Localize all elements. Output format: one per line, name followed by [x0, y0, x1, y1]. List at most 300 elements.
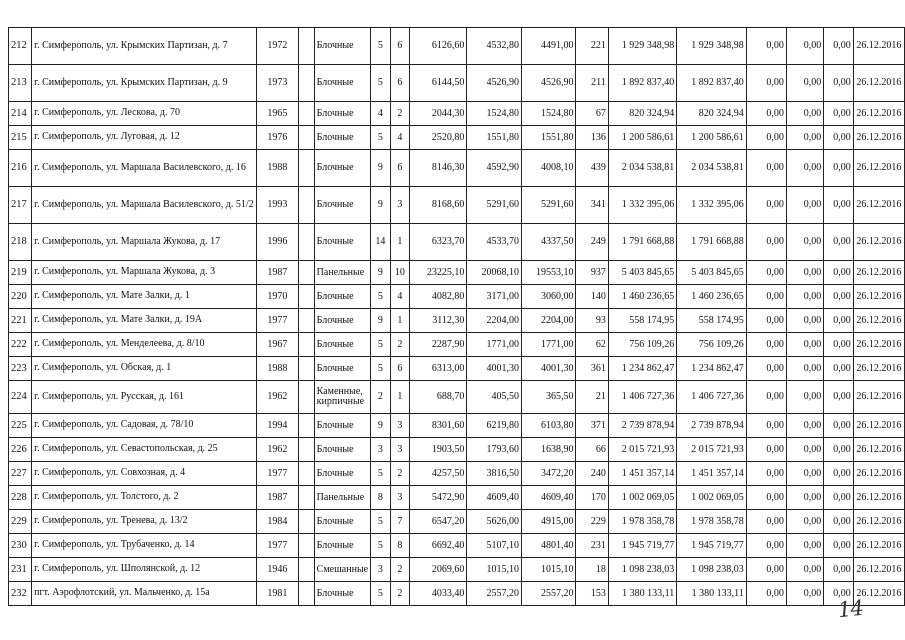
floors-cell: 14	[371, 224, 390, 261]
residents-cell: 211	[576, 65, 608, 102]
total-area-cell: 2287,90	[410, 333, 467, 357]
residents-cell: 341	[576, 187, 608, 224]
table-row	[9, 126, 905, 150]
year-cell: 1970	[256, 285, 298, 309]
total-area-cell: 6323,70	[410, 224, 467, 261]
cost-cell: 2 015 721,93	[677, 438, 747, 462]
date-cell: 26.12.2016	[853, 150, 904, 187]
wall-material-cell: Блочные	[314, 438, 370, 462]
row-number-cell: 229	[9, 510, 32, 534]
floors-cell: 2	[371, 381, 390, 414]
value-cell: 0,00	[824, 558, 854, 582]
floors-cell: 5	[371, 462, 390, 486]
area-cell: 1015,10	[521, 558, 576, 582]
wall-material-cell: Каменные, кирпичные	[314, 381, 370, 414]
cost-cell: 1 234 862,47	[608, 357, 676, 381]
year-cell: 1988	[256, 357, 298, 381]
cost-cell: 1 380 133,11	[608, 582, 676, 606]
cost-cell: 2 739 878,94	[677, 414, 747, 438]
year-cell: 1965	[256, 102, 298, 126]
row-number-cell: 213	[9, 65, 32, 102]
total-area-cell: 6126,60	[410, 28, 467, 65]
entrances-cell: 2	[390, 582, 409, 606]
address-cell: г. Симферополь, ул. Менделеева, д. 8/10	[32, 333, 257, 357]
area-cell: 6103,80	[521, 414, 576, 438]
value-cell: 0,00	[786, 414, 823, 438]
floors-cell: 5	[371, 582, 390, 606]
residents-cell: 67	[576, 102, 608, 126]
year-cell: 1984	[256, 510, 298, 534]
total-area-cell: 6144,50	[410, 65, 467, 102]
address-cell: г. Симферополь, ул. Садовая, д. 78/10	[32, 414, 257, 438]
area-cell: 1524,80	[467, 102, 522, 126]
area-cell: 1551,80	[467, 126, 522, 150]
wall-material-cell: Панельные	[314, 486, 370, 510]
empty-cell	[299, 150, 315, 187]
cost-cell: 558 174,95	[608, 309, 676, 333]
wall-material-cell: Блочные	[314, 285, 370, 309]
value-cell: 0,00	[824, 285, 854, 309]
floors-cell: 4	[371, 102, 390, 126]
residents-cell: 136	[576, 126, 608, 150]
total-area-cell: 8168,60	[410, 187, 467, 224]
date-cell: 26.12.2016	[853, 261, 904, 285]
value-cell: 0,00	[824, 534, 854, 558]
cost-cell: 1 002 069,05	[608, 486, 676, 510]
row-number-cell: 223	[9, 357, 32, 381]
date-cell: 26.12.2016	[853, 224, 904, 261]
area-cell: 4491,00	[521, 28, 576, 65]
value-cell: 0,00	[824, 187, 854, 224]
table-row	[9, 224, 905, 261]
value-cell: 0,00	[786, 102, 823, 126]
residents-cell: 62	[576, 333, 608, 357]
value-cell: 0,00	[786, 558, 823, 582]
empty-cell	[299, 462, 315, 486]
residents-cell: 153	[576, 582, 608, 606]
area-cell: 365,50	[521, 381, 576, 414]
area-cell: 6219,80	[467, 414, 522, 438]
wall-material-cell: Блочные	[314, 224, 370, 261]
value-cell: 0,00	[746, 558, 786, 582]
wall-material-cell: Блочные	[314, 462, 370, 486]
residents-cell: 66	[576, 438, 608, 462]
area-cell: 19553,10	[521, 261, 576, 285]
value-cell: 0,00	[824, 381, 854, 414]
empty-cell	[299, 510, 315, 534]
entrances-cell: 2	[390, 102, 409, 126]
table-row	[9, 486, 905, 510]
year-cell: 1962	[256, 381, 298, 414]
cost-cell: 1 451 357,14	[677, 462, 747, 486]
total-area-cell: 23225,10	[410, 261, 467, 285]
residents-cell: 439	[576, 150, 608, 187]
address-cell: г. Симферополь, ул. Мате Залки, д. 1	[32, 285, 257, 309]
wall-material-cell: Блочные	[314, 65, 370, 102]
table-body	[9, 28, 905, 606]
cost-cell: 1 406 727,36	[677, 381, 747, 414]
year-cell: 1981	[256, 582, 298, 606]
cost-cell: 1 234 862,47	[677, 357, 747, 381]
row-number-cell: 217	[9, 187, 32, 224]
date-cell: 26.12.2016	[853, 333, 904, 357]
empty-cell	[299, 309, 315, 333]
date-cell: 26.12.2016	[853, 65, 904, 102]
residents-cell: 221	[576, 28, 608, 65]
empty-cell	[299, 381, 315, 414]
cost-cell: 756 109,26	[608, 333, 676, 357]
empty-cell	[299, 438, 315, 462]
cost-cell: 1 200 586,61	[608, 126, 676, 150]
area-cell: 3171,00	[467, 285, 522, 309]
cost-cell: 1 002 069,05	[677, 486, 747, 510]
date-cell: 26.12.2016	[853, 534, 904, 558]
table-row	[9, 534, 905, 558]
empty-cell	[299, 357, 315, 381]
area-cell: 5626,00	[467, 510, 522, 534]
area-cell: 5291,60	[521, 187, 576, 224]
area-cell: 4008,10	[521, 150, 576, 187]
address-cell: г. Симферополь, ул. Шполянской, д. 12	[32, 558, 257, 582]
total-area-cell: 8301,60	[410, 414, 467, 438]
value-cell: 0,00	[824, 28, 854, 65]
table-row	[9, 462, 905, 486]
area-cell: 4337,50	[521, 224, 576, 261]
value-cell: 0,00	[746, 28, 786, 65]
entrances-cell: 6	[390, 150, 409, 187]
value-cell: 0,00	[824, 224, 854, 261]
floors-cell: 9	[371, 187, 390, 224]
address-cell: г. Симферополь, ул. Луговая, д. 12	[32, 126, 257, 150]
area-cell: 1524,80	[521, 102, 576, 126]
entrances-cell: 4	[390, 126, 409, 150]
value-cell: 0,00	[746, 462, 786, 486]
area-cell: 3816,50	[467, 462, 522, 486]
year-cell: 1988	[256, 150, 298, 187]
total-area-cell: 2520,80	[410, 126, 467, 150]
value-cell: 0,00	[786, 187, 823, 224]
date-cell: 26.12.2016	[853, 126, 904, 150]
table-row	[9, 150, 905, 187]
value-cell: 0,00	[746, 582, 786, 606]
value-cell: 0,00	[786, 224, 823, 261]
wall-material-cell: Блочные	[314, 150, 370, 187]
wall-material-cell: Блочные	[314, 309, 370, 333]
area-cell: 405,50	[467, 381, 522, 414]
empty-cell	[299, 224, 315, 261]
entrances-cell: 7	[390, 510, 409, 534]
row-number-cell: 215	[9, 126, 32, 150]
wall-material-cell: Блочные	[314, 126, 370, 150]
table-row	[9, 102, 905, 126]
area-cell: 1551,80	[521, 126, 576, 150]
residents-cell: 229	[576, 510, 608, 534]
floors-cell: 5	[371, 65, 390, 102]
date-cell: 26.12.2016	[853, 309, 904, 333]
total-area-cell: 4082,80	[410, 285, 467, 309]
total-area-cell: 6692,40	[410, 534, 467, 558]
handwritten-page-number: 14	[836, 595, 864, 623]
cost-cell: 820 324,94	[677, 102, 747, 126]
row-number-cell: 216	[9, 150, 32, 187]
value-cell: 0,00	[824, 150, 854, 187]
address-cell: г. Симферополь, ул. Крымских Партизан, д. 7	[32, 28, 257, 65]
value-cell: 0,00	[824, 510, 854, 534]
year-cell: 1987	[256, 261, 298, 285]
residents-cell: 231	[576, 534, 608, 558]
wall-material-cell: Блочные	[314, 582, 370, 606]
table-row	[9, 582, 905, 606]
value-cell: 0,00	[746, 309, 786, 333]
address-cell: г. Симферополь, ул. Маршала Жукова, д. 3	[32, 261, 257, 285]
date-cell: 26.12.2016	[853, 438, 904, 462]
entrances-cell: 3	[390, 414, 409, 438]
date-cell: 26.12.2016	[853, 582, 904, 606]
wall-material-cell: Блочные	[314, 357, 370, 381]
cost-cell: 1 332 395,06	[608, 187, 676, 224]
cost-cell: 2 034 538,81	[608, 150, 676, 187]
empty-cell	[299, 65, 315, 102]
value-cell: 0,00	[786, 126, 823, 150]
wall-material-cell: Блочные	[314, 414, 370, 438]
area-cell: 4609,40	[521, 486, 576, 510]
year-cell: 1962	[256, 438, 298, 462]
table-row	[9, 28, 905, 65]
table-row	[9, 261, 905, 285]
row-number-cell: 224	[9, 381, 32, 414]
row-number-cell: 231	[9, 558, 32, 582]
floors-cell: 9	[371, 261, 390, 285]
value-cell: 0,00	[786, 357, 823, 381]
value-cell: 0,00	[746, 224, 786, 261]
floors-cell: 5	[371, 126, 390, 150]
area-cell: 20068,10	[467, 261, 522, 285]
date-cell: 26.12.2016	[853, 28, 904, 65]
total-area-cell: 6313,00	[410, 357, 467, 381]
address-cell: г. Симферополь, ул. Трубаченко, д. 14	[32, 534, 257, 558]
value-cell: 0,00	[824, 261, 854, 285]
empty-cell	[299, 534, 315, 558]
empty-cell	[299, 261, 315, 285]
year-cell: 1977	[256, 309, 298, 333]
value-cell: 0,00	[824, 126, 854, 150]
row-number-cell: 222	[9, 333, 32, 357]
value-cell: 0,00	[746, 534, 786, 558]
address-cell: г. Симферополь, ул. Толстого, д. 2	[32, 486, 257, 510]
entrances-cell: 2	[390, 462, 409, 486]
area-cell: 1638,90	[521, 438, 576, 462]
value-cell: 0,00	[786, 285, 823, 309]
table-row	[9, 309, 905, 333]
entrances-cell: 2	[390, 333, 409, 357]
table-row	[9, 414, 905, 438]
empty-cell	[299, 28, 315, 65]
value-cell: 0,00	[786, 28, 823, 65]
empty-cell	[299, 126, 315, 150]
row-number-cell: 232	[9, 582, 32, 606]
value-cell: 0,00	[746, 333, 786, 357]
area-cell: 5107,10	[467, 534, 522, 558]
empty-cell	[299, 486, 315, 510]
value-cell: 0,00	[786, 438, 823, 462]
address-cell: г. Симферополь, ул. Мате Залки, д. 19А	[32, 309, 257, 333]
cost-cell: 1 892 837,40	[677, 65, 747, 102]
value-cell: 0,00	[746, 65, 786, 102]
cost-cell: 1 892 837,40	[608, 65, 676, 102]
entrances-cell: 8	[390, 534, 409, 558]
cost-cell: 1 978 358,78	[608, 510, 676, 534]
value-cell: 0,00	[746, 285, 786, 309]
wall-material-cell: Блочные	[314, 187, 370, 224]
year-cell: 1976	[256, 126, 298, 150]
date-cell: 26.12.2016	[853, 558, 904, 582]
entrances-cell: 1	[390, 224, 409, 261]
residents-cell: 240	[576, 462, 608, 486]
address-cell: г. Симферополь, ул. Севастопольская, д. 25	[32, 438, 257, 462]
area-cell: 2557,20	[467, 582, 522, 606]
entrances-cell: 3	[390, 486, 409, 510]
table-row	[9, 285, 905, 309]
address-cell: пгт. Аэрофлотский, ул. Мальченко, д. 15а	[32, 582, 257, 606]
row-number-cell: 228	[9, 486, 32, 510]
cost-cell: 558 174,95	[677, 309, 747, 333]
residents-cell: 361	[576, 357, 608, 381]
address-cell: г. Симферополь, ул. Маршала Василевского, д. 51/2	[32, 187, 257, 224]
value-cell: 0,00	[746, 150, 786, 187]
row-number-cell: 220	[9, 285, 32, 309]
value-cell: 0,00	[824, 102, 854, 126]
cost-cell: 820 324,94	[608, 102, 676, 126]
area-cell: 4526,90	[467, 65, 522, 102]
year-cell: 1996	[256, 224, 298, 261]
area-cell: 3060,00	[521, 285, 576, 309]
row-number-cell: 221	[9, 309, 32, 333]
area-cell: 1771,00	[467, 333, 522, 357]
entrances-cell: 6	[390, 357, 409, 381]
cost-cell: 1 406 727,36	[608, 381, 676, 414]
empty-cell	[299, 285, 315, 309]
cost-cell: 1 460 236,65	[608, 285, 676, 309]
row-number-cell: 230	[9, 534, 32, 558]
address-cell: г. Симферополь, ул. Совхозная, д. 4	[32, 462, 257, 486]
value-cell: 0,00	[824, 486, 854, 510]
value-cell: 0,00	[824, 438, 854, 462]
date-cell: 26.12.2016	[853, 357, 904, 381]
value-cell: 0,00	[746, 102, 786, 126]
area-cell: 1793,60	[467, 438, 522, 462]
cost-cell: 2 015 721,93	[608, 438, 676, 462]
address-cell: г. Симферополь, ул. Маршала Жукова, д. 17	[32, 224, 257, 261]
wall-material-cell: Блочные	[314, 333, 370, 357]
address-cell: г. Симферополь, ул. Маршала Василевского, д. 16	[32, 150, 257, 187]
total-area-cell: 1903,50	[410, 438, 467, 462]
entrances-cell: 1	[390, 309, 409, 333]
area-cell: 4592,90	[467, 150, 522, 187]
address-cell: г. Симферополь, ул. Крымских Партизан, д. 9	[32, 65, 257, 102]
floors-cell: 9	[371, 414, 390, 438]
year-cell: 1977	[256, 534, 298, 558]
residents-cell: 937	[576, 261, 608, 285]
entrances-cell: 6	[390, 65, 409, 102]
empty-cell	[299, 558, 315, 582]
value-cell: 0,00	[746, 414, 786, 438]
floors-cell: 8	[371, 486, 390, 510]
floors-cell: 3	[371, 558, 390, 582]
residents-cell: 93	[576, 309, 608, 333]
area-cell: 4526,90	[521, 65, 576, 102]
wall-material-cell: Панельные	[314, 261, 370, 285]
address-cell: г. Симферополь, ул. Русская, д. 161	[32, 381, 257, 414]
value-cell: 0,00	[786, 534, 823, 558]
date-cell: 26.12.2016	[853, 187, 904, 224]
value-cell: 0,00	[746, 261, 786, 285]
year-cell: 1967	[256, 333, 298, 357]
total-area-cell: 688,70	[410, 381, 467, 414]
area-cell: 4915,00	[521, 510, 576, 534]
value-cell: 0,00	[786, 261, 823, 285]
value-cell: 0,00	[746, 357, 786, 381]
value-cell: 0,00	[786, 381, 823, 414]
residents-cell: 170	[576, 486, 608, 510]
floors-cell: 5	[371, 357, 390, 381]
cost-cell: 1 791 668,88	[608, 224, 676, 261]
empty-cell	[299, 414, 315, 438]
value-cell: 0,00	[746, 187, 786, 224]
table-row	[9, 187, 905, 224]
value-cell: 0,00	[746, 486, 786, 510]
empty-cell	[299, 333, 315, 357]
year-cell: 1972	[256, 28, 298, 65]
value-cell: 0,00	[786, 510, 823, 534]
wall-material-cell: Блочные	[314, 102, 370, 126]
cost-cell: 1 451 357,14	[608, 462, 676, 486]
empty-cell	[299, 187, 315, 224]
wall-material-cell: Блочные	[314, 28, 370, 65]
table-row	[9, 558, 905, 582]
residents-cell: 140	[576, 285, 608, 309]
date-cell: 26.12.2016	[853, 285, 904, 309]
total-area-cell: 2069,60	[410, 558, 467, 582]
cost-cell: 1 945 719,77	[608, 534, 676, 558]
cost-cell: 1 945 719,77	[677, 534, 747, 558]
cost-cell: 1 978 358,78	[677, 510, 747, 534]
value-cell: 0,00	[824, 309, 854, 333]
area-cell: 4533,70	[467, 224, 522, 261]
row-number-cell: 212	[9, 28, 32, 65]
floors-cell: 5	[371, 534, 390, 558]
floors-cell: 5	[371, 285, 390, 309]
area-cell: 4609,40	[467, 486, 522, 510]
empty-cell	[299, 582, 315, 606]
residents-cell: 371	[576, 414, 608, 438]
row-number-cell: 225	[9, 414, 32, 438]
value-cell: 0,00	[824, 462, 854, 486]
value-cell: 0,00	[746, 126, 786, 150]
floors-cell: 5	[371, 333, 390, 357]
year-cell: 1973	[256, 65, 298, 102]
row-number-cell: 227	[9, 462, 32, 486]
cost-cell: 1 380 133,11	[677, 582, 747, 606]
housing-register-table	[8, 27, 905, 606]
value-cell: 0,00	[786, 333, 823, 357]
value-cell: 0,00	[824, 65, 854, 102]
total-area-cell: 4033,40	[410, 582, 467, 606]
cost-cell: 1 098 238,03	[677, 558, 747, 582]
address-cell: г. Симферополь, ул. Обская, д. 1	[32, 357, 257, 381]
row-number-cell: 218	[9, 224, 32, 261]
area-cell: 3472,20	[521, 462, 576, 486]
cost-cell: 5 403 845,65	[677, 261, 747, 285]
